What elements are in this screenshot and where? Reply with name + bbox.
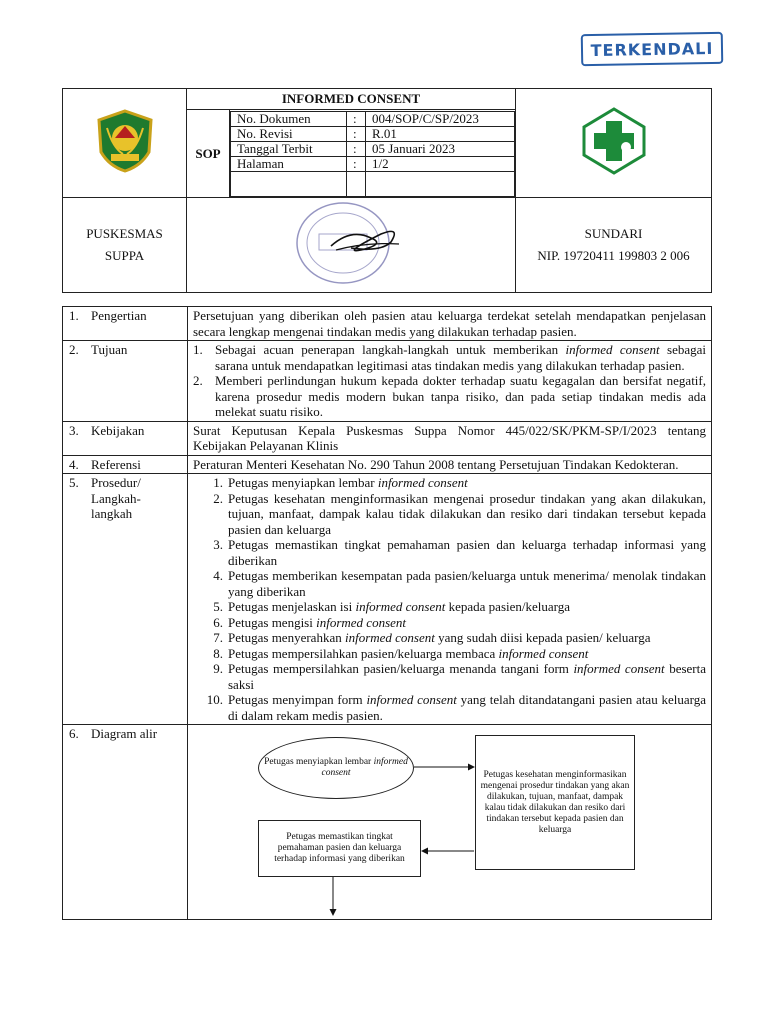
- regency-logo-cell: [63, 89, 187, 198]
- organization-cell: [63, 198, 187, 293]
- section-label: Referensi: [91, 456, 141, 472]
- meta-label: No. Revisi: [231, 126, 347, 141]
- section-label: Kebijakan: [91, 422, 145, 438]
- section-label: Diagram alir: [91, 726, 158, 741]
- section-number: 2.: [69, 342, 79, 357]
- section-number: 6.: [69, 726, 79, 741]
- meta-label: No. Dokumen: [231, 111, 347, 126]
- flow-node-inform: Petugas kesehatan menginformasikan mengenai prosedur tindakan yang akan dilakukan, tujuan, manfaat, dampak kalau tidak dilakukan dan resiko dari tindakan tersebut kepada pasien dan keluarga: [475, 735, 635, 870]
- section-label: Prosedur/: [91, 475, 141, 490]
- section-number: 3.: [69, 422, 79, 438]
- terkendali-stamp: TERKENDALI: [581, 32, 724, 66]
- sop-header: [62, 88, 712, 293]
- section-number: 4.: [69, 456, 79, 472]
- section-prosedur: 5. Prosedur/ Langkah- langkah 1. Petugas menyiapkan lembar informed consent 2. Petugas kesehatan menginformasikan mengenai prosedur tindakan yang akan dilakukan, tujuan, manfaat, dampak kalau tidak dilakukan dan resiko dari tindakan tersebut kepada pasien dan keluarga 3. Petugas memastikan tingkat pemahaman pasien dan keluarga terhadap informasi yang diberikan 4. Petugas memberikan kesempatan pada pasien/keluarga untuk menerima/ menolak tindakan yang diberikan 5. Petugas menjelaskan isi informed consent kepada pasien/keluarga 6. Petugas mengisi informed consent 7. Petugas menyerahkan informed consent yang sudah diisi kepada pasien/ keluarga 8. Petugas mempersilahkan pasien/keluarga membaca informed consent 9. Petugas mempersilahkan pasien/keluarga menanda tangani form informed consent beserta saksi 10. Petugas menyimpan form informed consent yang telah ditandatangani pasien atau keluarga di dalam rekam medis pasien.: [63, 474, 712, 725]
- flow-node-start: Petugas menyiapkan lembar informed consent: [258, 737, 414, 799]
- meta-sep: :: [347, 141, 366, 156]
- list-item: 7. Petugas menyerahkan informed consent yang sudah diisi kepada pasien/ keluarga: [213, 630, 651, 645]
- flow-diagram: [188, 725, 711, 919]
- section-number: 1.: [69, 308, 79, 323]
- list-item: 9. Petugas mempersilahkan pasien/keluarga menanda tangani form informed consent beserta saksi: [213, 661, 706, 692]
- meta-label: Halaman: [231, 156, 347, 171]
- seal-signature-cell: [187, 198, 516, 293]
- meta-value: 05 Januari 2023: [366, 141, 515, 156]
- list-item: 5. Petugas menjelaskan isi informed consent kepada pasien/keluarga: [213, 599, 571, 614]
- meta-row: [231, 141, 515, 156]
- list-item: 8. Petugas mempersilahkan pasien/keluarga membaca informed consent: [213, 645, 589, 661]
- sop-label: SOP: [187, 110, 230, 198]
- signer-cell: [516, 198, 712, 293]
- health-logo-cell: [516, 89, 712, 198]
- meta-label: Tanggal Terbit: [231, 141, 347, 156]
- meta-value: R.01: [366, 126, 515, 141]
- signer-nip: NIP. 19720411 199803 2 006: [537, 248, 690, 263]
- section-text: Surat Keputusan Kepala Puskesmas Suppa Nomor 445/022/SK/PKM-SP/I/2023 tentang Kebijakan Pelayanan Klinis: [188, 421, 712, 455]
- official-seal-icon: [291, 198, 411, 288]
- section-referensi: [63, 455, 712, 474]
- section-kebijakan: [63, 421, 712, 455]
- meta-row: [231, 111, 515, 126]
- meta-sep: :: [347, 156, 366, 171]
- org-location: SUPPA: [104, 248, 145, 263]
- puskesmas-cross-icon: [580, 107, 648, 175]
- section-label: Pengertian: [91, 308, 147, 323]
- regency-emblem-icon: [93, 108, 157, 174]
- section-number: 5.: [69, 475, 79, 490]
- flow-node-verify: Petugas memastikan tingkat pemahaman pasien dan keluarga terhadap informasi yang diberikan: [258, 820, 421, 877]
- meta-sep: :: [347, 126, 366, 141]
- list-item: 1. Sebagai acuan penerapan langkah-langkah untuk memberikan informed consent sebagai sarana untuk mendapatkan legitimasi atas tindakan medis yang dilakukan terhadap pasien.: [193, 342, 706, 373]
- meta-row: [231, 156, 515, 171]
- meta-row: [231, 126, 515, 141]
- sop-content-table: [62, 306, 712, 920]
- meta-value: 004/SOP/C/SP/2023: [366, 111, 515, 126]
- list-item: 1. Petugas menyiapkan lembar informed consent: [213, 475, 468, 490]
- section-tujuan: [63, 341, 712, 422]
- signer-name: SUNDARI: [584, 226, 643, 241]
- section-diagram: [63, 725, 712, 920]
- meta-value: 1/2: [366, 156, 515, 171]
- document-meta: [230, 110, 516, 198]
- list-item: 2. Memberi perlindungan hukum kepada dokter terhadap suatu kegagalan dan bersifat negatif, karena prosedur medis modern bukan tanpa risiko, dan pada setiap tindakan medis ada melekat suatu risiko.: [193, 373, 706, 419]
- section-label: Tujuan: [91, 342, 128, 357]
- section-text: Persetujuan yang diberikan oleh pasien atau keluarga terdekat setelah mendapatkan penjelasan secara lengkap mengenai tindakan medis yang dilakukan terhadap pasien.: [188, 307, 712, 341]
- section-text: Peraturan Menteri Kesehatan No. 290 Tahun 2008 tentang Persetujuan Tindakan Kedokteran.: [188, 455, 712, 474]
- list-item: 6. Petugas mengisi informed consent: [213, 614, 407, 630]
- list-item: 4. Petugas memberikan kesempatan pada pasien/keluarga untuk menerima/ menolak tindakan yang diberikan: [213, 568, 706, 599]
- list-item: 3. Petugas memastikan tingkat pemahaman pasien dan keluarga terhadap informasi yang diberikan: [213, 537, 706, 568]
- meta-sep: :: [347, 111, 366, 126]
- document-title: INFORMED CONSENT: [187, 89, 516, 110]
- list-item: 2. Petugas kesehatan menginformasikan mengenai prosedur tindakan yang akan dilakukan, tujuan, manfaat, dampak kalau tidak dilakukan dan resiko dari tindakan tersebut kepada pasien dan keluarga: [213, 490, 706, 537]
- list-item: 10. Petugas menyimpan form informed consent yang telah ditandatangani pasien atau keluarga di dalam rekam medis pasien.: [206, 692, 706, 723]
- org-name: PUSKESMAS: [86, 226, 163, 241]
- section-pengertian: [63, 307, 712, 341]
